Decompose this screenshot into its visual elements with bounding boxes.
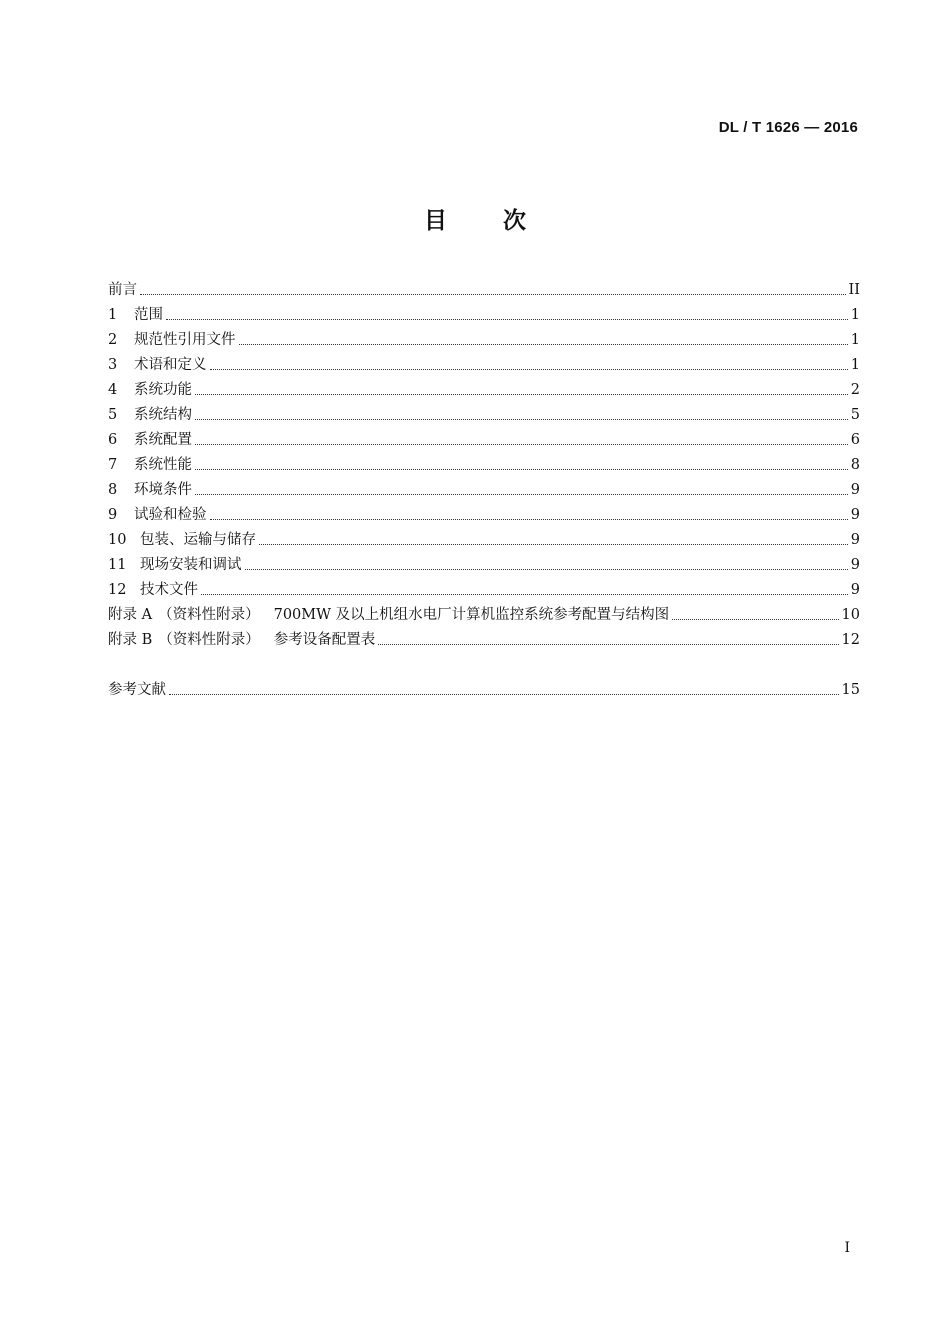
toc-entry-number: 9: [108, 507, 118, 523]
toc-entry-page: 9: [850, 582, 860, 598]
leader-dots: [195, 443, 848, 445]
toc-entry-number: 4: [108, 382, 118, 398]
toc-entry-page: 6: [850, 432, 860, 448]
toc-entry-1[interactable]: [108, 304, 860, 326]
toc-entry-page: 15: [841, 682, 860, 698]
toc-title: [0, 202, 950, 235]
toc-entry-number: 6: [108, 432, 118, 448]
toc-entry-page: 1: [850, 357, 860, 373]
leader-dots: [166, 318, 848, 320]
toc-entry-number: 10: [108, 532, 127, 548]
toc-entry-number: 2: [108, 332, 118, 348]
toc-entry-11[interactable]: [108, 554, 860, 576]
toc-entry-appendix-a[interactable]: [108, 604, 860, 626]
toc-entry-label: 技术文件: [140, 582, 198, 598]
toc-entry-number: 附录 A: [108, 607, 153, 623]
toc-entry-number: 3: [108, 357, 118, 373]
toc-entry-8[interactable]: [108, 479, 860, 501]
toc-entry-number: 1: [108, 307, 118, 323]
leader-dots: [201, 593, 848, 595]
page-number: I: [844, 1240, 850, 1256]
toc-entry-label: 700MW 及以上机组水电厂计算机监控系统参考配置与结构图: [273, 607, 670, 623]
toc-title-char-1: 目: [424, 208, 447, 234]
toc-entry-page: II: [848, 282, 860, 298]
toc-entry-foreword[interactable]: [108, 279, 860, 301]
leader-dots: [210, 368, 848, 370]
toc-entry-page: 12: [841, 632, 860, 648]
toc-entry-9[interactable]: [108, 504, 860, 526]
leader-dots: [169, 693, 839, 695]
leader-dots: [195, 493, 848, 495]
toc-entry-label: 参考设备配置表: [273, 632, 376, 648]
toc-entry-page: 10: [841, 607, 860, 623]
toc-entry-label: 系统性能: [134, 457, 192, 473]
toc-entry-label: 系统功能: [134, 382, 192, 398]
leader-dots: [259, 543, 848, 545]
toc-entry-page: 1: [850, 307, 860, 323]
toc-entry-page: 9: [850, 482, 860, 498]
leader-dots: [195, 468, 848, 470]
toc-entry-number: 12: [108, 582, 127, 598]
toc-entry-label: 规范性引用文件: [134, 332, 236, 348]
toc-entry-appendix-b[interactable]: [108, 629, 860, 651]
toc-entry-label: 范围: [134, 307, 163, 323]
toc-entry-label: 现场安装和调试: [140, 557, 242, 573]
toc-entry-page: 2: [850, 382, 860, 398]
toc-entry-number: 8: [108, 482, 118, 498]
leader-dots: [378, 643, 838, 645]
toc-entry-number: 5: [108, 407, 118, 423]
toc-entry-page: 9: [850, 507, 860, 523]
toc-entry-page: 1: [850, 332, 860, 348]
leader-dots: [195, 418, 848, 420]
toc-entry-10[interactable]: [108, 529, 860, 551]
toc-entry-label: 包装、运输与储存: [140, 532, 256, 548]
toc-entry-label: 参考文献: [108, 682, 166, 698]
toc-entry-12[interactable]: [108, 579, 860, 601]
toc-entry-label: 前言: [108, 282, 137, 298]
leader-dots: [210, 518, 848, 520]
toc-title-char-2: 次: [503, 208, 526, 234]
toc-entry-label: 系统结构: [134, 407, 192, 423]
toc-entry-number: 附录 B: [108, 632, 153, 648]
toc-entry-label: 试验和检验: [134, 507, 207, 523]
leader-dots: [245, 568, 848, 570]
toc-entry-7[interactable]: [108, 454, 860, 476]
leader-dots: [672, 618, 838, 620]
toc-entry-4[interactable]: [108, 379, 860, 401]
toc-entry-2[interactable]: [108, 329, 860, 351]
toc-entry-6[interactable]: [108, 429, 860, 451]
toc-entry-appendix-kind: （资料性附录）: [158, 632, 260, 648]
toc-entry-references[interactable]: [108, 679, 860, 701]
toc-entry-3[interactable]: [108, 354, 860, 376]
toc-entry-page: 9: [850, 532, 860, 548]
toc-entry-number: 7: [108, 457, 118, 473]
toc-entry-page: 8: [850, 457, 860, 473]
leader-dots: [195, 393, 848, 395]
toc-entry-5[interactable]: [108, 404, 860, 426]
leader-dots: [239, 343, 848, 345]
toc-entry-page: 9: [850, 557, 860, 573]
toc-entry-label: 环境条件: [134, 482, 192, 498]
standard-code: DL / T 1626 — 2016: [718, 119, 858, 136]
toc-entry-page: 5: [850, 407, 860, 423]
toc-entry-appendix-kind: （资料性附录）: [158, 607, 260, 623]
toc-entry-label: 术语和定义: [134, 357, 207, 373]
leader-dots: [140, 293, 846, 295]
toc-entry-label: 系统配置: [134, 432, 192, 448]
toc-entry-number: 11: [108, 557, 127, 573]
